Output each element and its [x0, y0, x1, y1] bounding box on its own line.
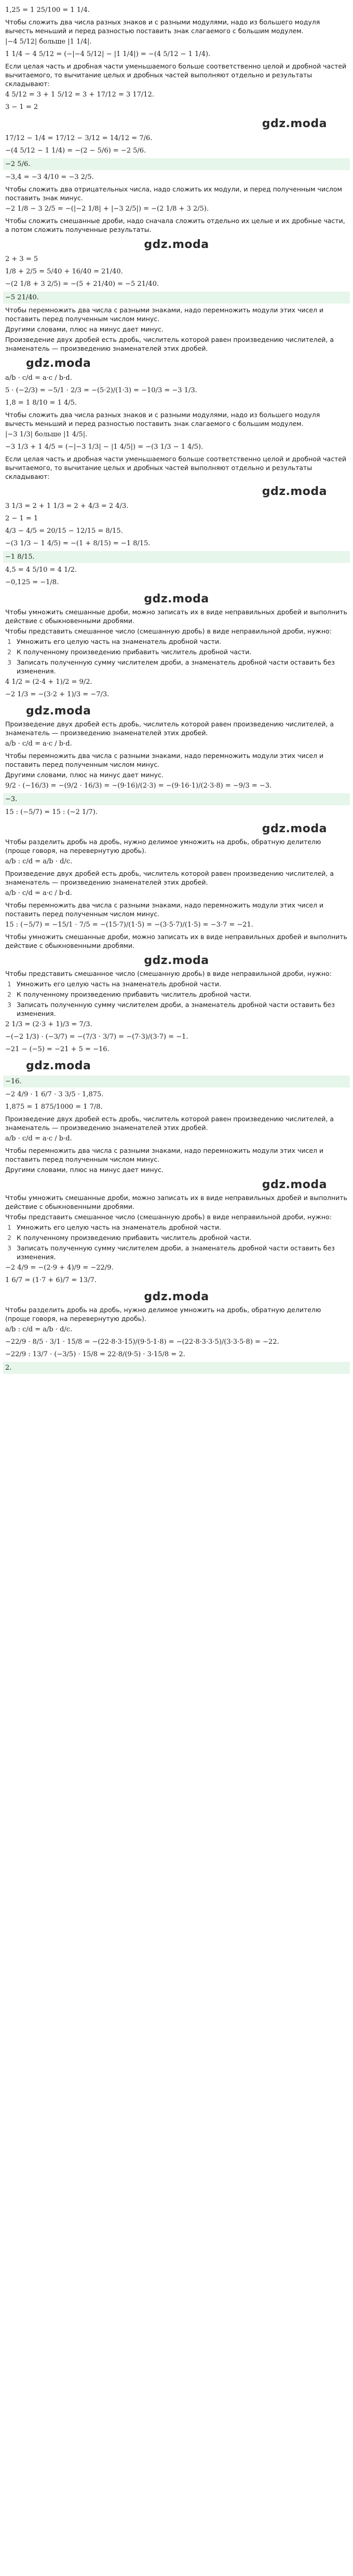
formula-line: 17/12 − 1/4 = 17/12 − 3/12 = 14/12 = 7/6.: [5, 134, 153, 142]
formula-line: −(4 5/12 − 1 1/4) = −(2 − 5/6) = −2 5/6.: [5, 147, 146, 155]
text-line: Произведение двух дробей есть дробь, числитель которой равен произведению числителей, а знаменатель — произведению знаменателей этих дробей.: [5, 336, 334, 352]
formula-line: 1 6/7 = (1·7 + 6)/7 = 13/7.: [5, 1276, 97, 1284]
text-line: Другими словами, плюс на минус дает минус.: [5, 771, 164, 779]
watermark-logo: [5, 1288, 348, 1305]
list-item: [7, 990, 348, 999]
watermark-text: gdz.moda: [144, 954, 209, 967]
list-item: [7, 637, 348, 646]
list-item-number: 2: [7, 1234, 11, 1242]
watermark-logo: [5, 702, 348, 720]
list-item-number: 2: [7, 990, 11, 998]
list-item-text: Умножить его целую часть на знаменатель дробной части.: [17, 980, 222, 988]
formula-line: 2 1/3 = (2·3 + 1)/3 = 7/3.: [5, 1021, 92, 1028]
watermark-text: gdz.moda: [262, 117, 327, 130]
formula-line: a/b : c/d = a/b · d/c.: [5, 858, 73, 865]
list-item: [7, 1244, 348, 1261]
list-item: [7, 1000, 348, 1018]
text-line: Если целая часть и дробная части уменьшаемого больше соответственно целой и дробной частей вычитаемого, то вычитание целых и дробных частей выполняют отдельно и результаты складывают:: [5, 62, 347, 88]
list-item: [7, 980, 348, 988]
formula-line: 3 1/3 = 2 + 1 1/3 = 2 + 4/3 = 2 4/3.: [5, 502, 129, 510]
text-line: Чтобы перемножить два числа с разными знаками, надо перемножить модули этих чисел и поставить перед полученным числом минус.: [5, 901, 324, 918]
text-line: Чтобы сложить смешанные дроби, надо сначала сложить отдельно их целые и их дробные части, а потом сложить полученные результаты.: [5, 217, 345, 233]
formula-line: −22/9 : 13/7 · (−3/5) · 15/8 = 22·8/(9·5) · 3·15/8 = 2.: [5, 1351, 185, 1358]
formula-line: 1,25 = 1 25/100 = 1 1/4.: [5, 6, 90, 14]
answer-highlight: −1 8/15.: [3, 551, 350, 563]
list-item-number: 2: [7, 648, 11, 656]
formula-line: 2 + 3 = 5: [5, 255, 38, 263]
formula-line: −(2 1/8 + 3 2/5) = −(5 + 21/40) = −5 21/40.: [5, 280, 159, 288]
text-line: Произведение двух дробей есть дробь, числитель которой равен произведению числителей, а знаменатель — произведению знаменателей этих дробей.: [5, 720, 334, 737]
formula-line: −(−2 1/3) · (−3/7) = −(7/3 · 3/7) = −(7·3)/(3·7) = −1.: [5, 1033, 188, 1041]
watermark-text: gdz.moda: [262, 1178, 327, 1191]
formula-line: −22/9 · 8/5 · 3/1 · 15/8 = −(22·8·3·15)/(9·5·1·8) = −(22·8·3·3·5)/(3·3·5·8) = −22.: [5, 1338, 279, 1346]
formula-line: −3 1/3 + 1 4/5 = (−|−3 1/3| − |1 4/5|) = −(3 1/3 − 1 4/5).: [5, 443, 203, 451]
watermark-logo: [5, 1176, 348, 1193]
text-line: Чтобы разделить дробь на дробь, нужно делимое умножить на дробь, обратную делителю (проще говоря, на перевернутую дробь).: [5, 1306, 321, 1323]
formula-line: −2 1/8 − 3 2/5 = −(|−2 1/8| + |−3 2/5|) = −(2 1/8 + 3 2/5).: [5, 205, 209, 213]
list-item-text: Записать полученную сумму числителем дроби, а знаменатель дробной части оставить без изменения.: [17, 658, 335, 675]
formula-line: a/b · c/d = a·c / b·d.: [5, 889, 72, 897]
text-line: Чтобы представить смешанное число (смешанную дробь) в виде неправильной дроби, нужно:: [5, 970, 332, 977]
list-item-number: 3: [7, 1244, 11, 1252]
answer-highlight: −5 21/40.: [3, 292, 350, 304]
formula-line: 1,875 = 1 875/1000 = 1 7/8.: [5, 1103, 103, 1111]
list-item-number: 3: [7, 658, 11, 666]
text-line: Чтобы перемножить два числа с разными знаками, надо перемножить модули этих чисел и поставить перед полученным числом минус.: [5, 306, 324, 323]
formula-line: a/b : c/d = a/b · d/c.: [5, 1326, 73, 1333]
watermark-text: gdz.moda: [262, 822, 327, 835]
formula-line: 15 : (−5/7) = 15 : (−2 1/7).: [5, 808, 98, 816]
list-item-text: Умножить его целую часть на знаменатель дробной части.: [17, 1223, 222, 1231]
list-item: [7, 648, 348, 656]
formula-line: 5 · (−2/3) = −5/1 · 2/3 = −(5·2)/(1·3) = −10/3 = −3 1/3.: [5, 387, 197, 394]
text-line: Другими словами, плюс на минус дает минус.: [5, 325, 164, 333]
watermark-logo: [5, 236, 348, 253]
watermark-logo: [5, 115, 348, 132]
formula-line: 4 5/12 = 3 + 1 5/12 = 3 + 17/12 = 3 17/12.: [5, 91, 154, 99]
formula-line: −(3 1/3 − 1 4/5) = −(1 + 8/15) = −1 8/15.: [5, 540, 151, 547]
formula-line: 2 − 1 = 1: [5, 515, 38, 522]
formula-line: −21 − (−5) = −21 + 5 = −16.: [5, 1045, 110, 1053]
text-line: Чтобы сложить два числа разных знаков и с разными модулями, надо из большего модуля вычесть меньший и перед разностью поставить знак слагаемого с большим модулем.: [5, 411, 320, 428]
formula-line: 9/2 · (−16/3) = −(9/2 · 16/3) = −(9·16)/(2·3) = −(9·16·1)/(2·3·8) = −9/3 = −3.: [5, 782, 272, 790]
watermark-text: gdz.moda: [144, 1290, 209, 1303]
formula-line: −0,125 = −1/8.: [5, 578, 59, 586]
watermark-text: gdz.moda: [144, 238, 209, 251]
text-line: Чтобы представить смешанное число (смешанную дробь) в виде неправильной дроби, нужно:: [5, 1213, 332, 1221]
list-item: [7, 1233, 348, 1242]
answer-highlight: −3.: [3, 793, 350, 805]
formula-line: 1,8 = 1 8/10 = 1 4/5.: [5, 399, 77, 407]
formula-line: a/b · c/d = a·c / b·d.: [5, 1135, 72, 1142]
watermark-logo: [5, 952, 348, 969]
watermark-logo: [5, 483, 348, 500]
list-item-text: К полученному произведению прибавить числитель дробной части.: [17, 1234, 252, 1242]
formula-line: 3 − 1 = 2: [5, 103, 38, 111]
text-line: Чтобы умножить смешанные дроби, можно записать их в виде неправильных дробей и выполнить действие с обыкновенными дробями.: [5, 608, 347, 625]
text-line: Чтобы сложить два отрицательных числа, надо сложить их модули, и перед полученным числом поставить знак минус.: [5, 185, 342, 202]
list-item-number: 1: [7, 1223, 11, 1231]
text-line: Чтобы перемножить два числа с разными знаками, надо перемножить модули этих чисел и поставить перед полученным числом минус.: [5, 1147, 324, 1163]
text-line: Чтобы перемножить два числа с разными знаками, надо перемножить модули этих чисел и поставить перед полученным числом минус.: [5, 752, 324, 768]
answer-highlight: −2 5/6.: [3, 158, 350, 170]
answer-highlight: 2.: [3, 1362, 350, 1374]
text-line: Другими словами, плюс на минус дает минус.: [5, 1166, 164, 1174]
formula-line: a/b · c/d = a·c / b·d.: [5, 374, 72, 382]
formula-line: 4 1/2 = (2·4 + 1)/2 = 9/2.: [5, 678, 92, 686]
text-line: Произведение двух дробей есть дробь, числитель которой равен произведению числителей, а знаменатель — произведению знаменателей этих дробей.: [5, 870, 334, 886]
formula-line: −2 1/3 = −(3·2 + 1)/3 = −7/3.: [5, 691, 110, 698]
formula-line: 1 1/4 − 4 5/12 = (−|−4 5/12| − |1 1/4|) = −(4 5/12 − 1 1/4).: [5, 50, 211, 58]
formula-line: a/b · c/d = a·c / b·d.: [5, 740, 72, 748]
formula-line: −3,4 = −3 4/10 = −3 2/5.: [5, 173, 94, 181]
formula-line: −2 4/9 = −(2·9 + 4)/9 = −22/9.: [5, 1264, 114, 1272]
list-item: [7, 658, 348, 676]
formula-line: 4/3 − 4/5 = 20/15 − 12/15 = 8/15.: [5, 527, 123, 535]
watermark-logo: [5, 1057, 348, 1075]
formula-line: |−3 1/3| больше |1 4/5|.: [5, 431, 88, 438]
formula-line: |−4 5/12| больше |1 1/4|.: [5, 38, 92, 46]
list-item-number: 3: [7, 1001, 11, 1009]
text-line: Чтобы умножить смешанные дроби, можно записать их в виде неправильных дробей и выполнить действие с обыкновенными дробями.: [5, 933, 347, 949]
list-item-number: 1: [7, 638, 11, 645]
watermark-logo: [5, 820, 348, 837]
text-line: Произведение двух дробей есть дробь, числитель которой равен произведению числителей, а знаменатель — произведению знаменателей этих дробей.: [5, 1115, 334, 1132]
text-line: Если целая часть и дробная части уменьшаемого больше соответственно целой и дробной частей вычитаемого, то вычитание целых и дробных частей выполняют отдельно и результаты складывают:: [5, 455, 347, 480]
answer-highlight: −16.: [3, 1076, 350, 1087]
watermark-text: gdz.moda: [144, 592, 209, 605]
formula-line: −2 4/9 · 1 6/7 · 3 3/5 · 1,875.: [5, 1091, 104, 1098]
watermark-logo: [5, 590, 348, 608]
list-item-text: Умножить его целую часть на знаменатель дробной части.: [17, 638, 222, 645]
text-line: Чтобы разделить дробь на дробь, нужно делимое умножить на дробь, обратную делителю (проще говоря, на перевернутую дробь).: [5, 838, 321, 855]
text-line: Чтобы сложить два числа разных знаков и с разными модулями, надо из большего модуля вычесть меньший и перед разностью поставить знак слагаемого с большим модулем.: [5, 18, 320, 35]
text-line: Чтобы представить смешанное число (смешанную дробь) в виде неправильной дроби, нужно:: [5, 627, 332, 635]
watermark-text: gdz.moda: [26, 704, 91, 718]
formula-line: 15 : (−5/7) = −15/1 · 7/5 = −(15·7)/(1·5) = −(3·5·7)/(1·5) = −3·7 = −21.: [5, 921, 253, 929]
list-item-number: 1: [7, 980, 11, 988]
text-line: Чтобы умножить смешанные дроби, можно записать их в виде неправильных дробей и выполнить действие с обыкновенными дробями.: [5, 1194, 347, 1210]
list-item-text: Записать полученную сумму числителем дроби, а знаменатель дробной части оставить без изменения.: [17, 1001, 335, 1017]
watermark-text: gdz.moda: [26, 1059, 91, 1072]
list-item: [7, 1223, 348, 1232]
list-item-text: К полученному произведению прибавить числитель дробной части.: [17, 648, 252, 656]
watermark-logo: [5, 354, 348, 372]
formula-line: 4,5 = 4 5/10 = 4 1/2.: [5, 566, 77, 574]
watermark-text: gdz.moda: [26, 356, 91, 370]
formula-line: 1/8 + 2/5 = 5/40 + 16/40 = 21/40.: [5, 268, 123, 275]
list-item-text: Записать полученную сумму числителем дроби, а знаменатель дробной части оставить без изменения.: [17, 1244, 335, 1261]
list-item-text: К полученному произведению прибавить числитель дробной части.: [17, 990, 252, 998]
watermark-text: gdz.moda: [262, 485, 327, 498]
